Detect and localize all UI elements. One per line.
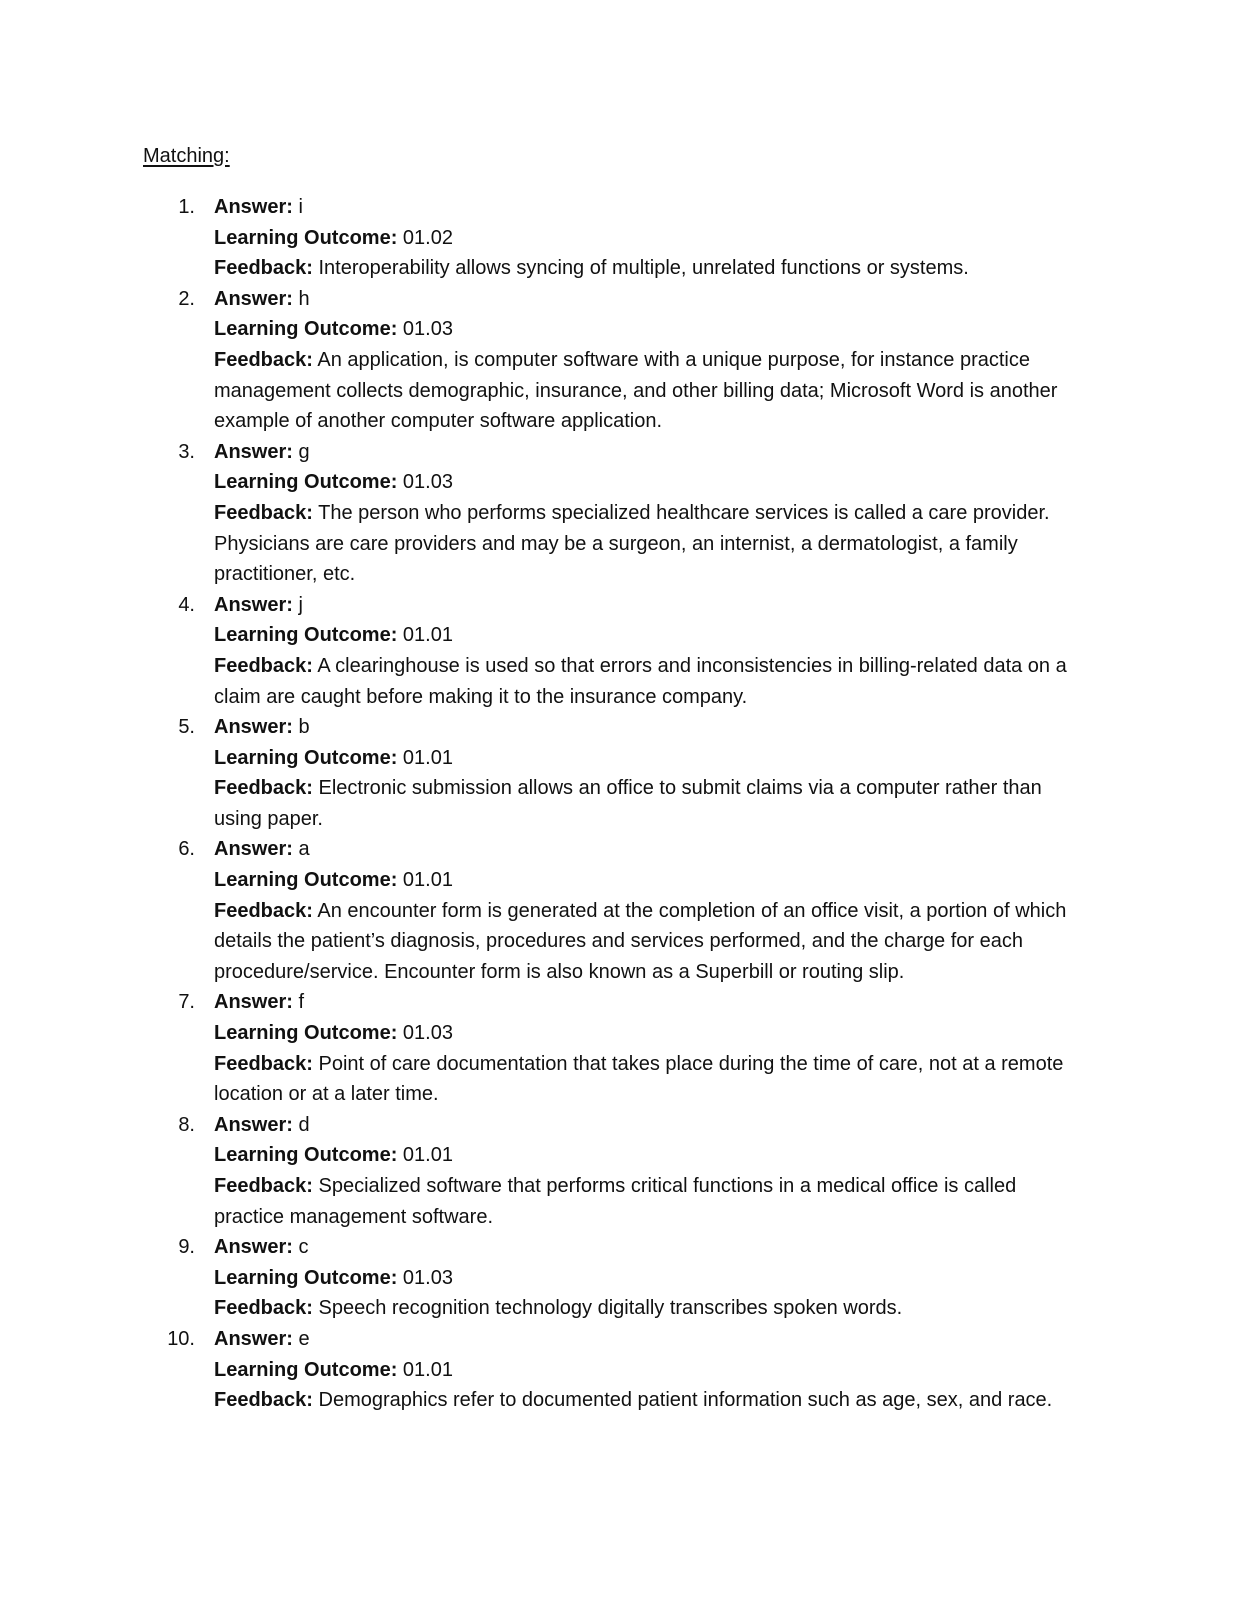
feedback-label: Feedback: (214, 1389, 313, 1412)
answer-line (214, 437, 1076, 468)
learning-outcome-line (214, 1355, 1076, 1386)
item-number: 9. (178, 1236, 195, 1259)
learning-outcome-value: 01.03 (402, 471, 453, 494)
answer-item (0, 834, 1236, 987)
learning-outcome-value: 01.01 (402, 746, 453, 769)
answer-line (214, 192, 1076, 223)
answer-item (0, 712, 1236, 834)
feedback-line (214, 1171, 1076, 1232)
feedback-text: The person who performs specialized healthcare services is called a care provider. Physicians are care providers and may be a surgeon, an internist, a dermatologist, a family practitioner, etc. (214, 501, 1050, 586)
answer-item (0, 284, 1236, 437)
learning-outcome-label: Learning Outcome: (214, 1266, 398, 1289)
answer-value: b (298, 716, 310, 739)
answer-item (0, 590, 1236, 712)
answer-label: Answer: (214, 716, 293, 739)
feedback-line (214, 773, 1076, 834)
answer-label: Answer: (214, 1327, 293, 1350)
learning-outcome-value: 01.03 (402, 1266, 453, 1289)
learning-outcome-value: 01.01 (402, 1144, 453, 1167)
feedback-text: Point of care documentation that takes place during the time of care, not at a remote location or at a later time. (214, 1052, 1064, 1106)
feedback-text: Speech recognition technology digitally transcribes spoken words. (318, 1297, 903, 1320)
answer-list (0, 192, 1236, 1416)
section-title: Matching: (143, 145, 230, 167)
feedback-text: A clearinghouse is used so that errors and inconsistencies in billing-related data on a claim are caught before making it to the insurance company. (214, 654, 1067, 708)
learning-outcome-line (214, 1018, 1076, 1049)
item-number: 2. (178, 287, 195, 310)
item-number: 6. (178, 838, 195, 861)
answer-value: d (298, 1113, 310, 1136)
answer-item (0, 987, 1236, 1109)
feedback-line (214, 1385, 1076, 1416)
feedback-line (214, 651, 1076, 712)
learning-outcome-line (214, 865, 1076, 896)
item-number: 4. (178, 593, 195, 616)
answer-label: Answer: (214, 440, 293, 463)
feedback-text: Specialized software that performs critical functions in a medical office is called practice management software. (214, 1175, 1017, 1228)
learning-outcome-value: 01.03 (402, 318, 453, 341)
answer-line (214, 1232, 1076, 1263)
learning-outcome-label: Learning Outcome: (214, 1144, 398, 1167)
answer-value: f (298, 991, 305, 1014)
answer-value: h (298, 287, 310, 310)
feedback-text: Demographics refer to documented patient information such as age, sex, and race. (318, 1389, 1053, 1412)
feedback-line (214, 1049, 1076, 1110)
feedback-label: Feedback: (214, 1052, 313, 1075)
answer-line (214, 590, 1076, 621)
feedback-label: Feedback: (214, 348, 313, 371)
answer-line (214, 712, 1076, 743)
learning-outcome-value: 01.01 (402, 1358, 453, 1381)
learning-outcome-value: 01.02 (402, 226, 453, 249)
feedback-line (214, 896, 1076, 988)
answer-item (0, 192, 1236, 284)
learning-outcome-label: Learning Outcome: (214, 226, 398, 249)
feedback-label: Feedback: (214, 257, 313, 280)
answer-label: Answer: (214, 196, 293, 218)
feedback-label: Feedback: (214, 501, 313, 524)
answer-value: a (298, 838, 310, 861)
answer-item (0, 1110, 1236, 1232)
learning-outcome-line (214, 743, 1076, 774)
answer-item (0, 1324, 1236, 1416)
feedback-label: Feedback: (214, 1297, 313, 1320)
answer-item (0, 1232, 1236, 1324)
learning-outcome-value: 01.01 (402, 624, 453, 647)
item-number: 5. (178, 716, 195, 739)
learning-outcome-value: 01.01 (402, 869, 453, 892)
answer-label: Answer: (214, 1236, 293, 1259)
answer-line (214, 834, 1076, 865)
feedback-label: Feedback: (214, 777, 313, 800)
answer-label: Answer: (214, 287, 293, 310)
feedback-text: An application, is computer software with a unique purpose, for instance practice management collects demographic, insurance, and other billing data; Microsoft Word is another example of another computer software application. (214, 348, 1058, 433)
item-number: 1. (178, 196, 195, 218)
feedback-label: Feedback: (214, 899, 313, 922)
feedback-text: Interoperability allows syncing of multiple, unrelated functions or systems. (318, 257, 969, 280)
feedback-line (214, 498, 1076, 590)
feedback-label: Feedback: (214, 654, 313, 677)
answer-label: Answer: (214, 991, 293, 1014)
answer-label: Answer: (214, 593, 293, 616)
learning-outcome-line (214, 314, 1076, 345)
answer-value: j (298, 593, 303, 616)
feedback-line (214, 345, 1076, 437)
feedback-text: An encounter form is generated at the completion of an office visit, a portion of which details the patient’s diagnosis, procedures and services performed, and the charge for each procedure/service. Encounter form is also known as a Superbill or routing slip. (214, 899, 1067, 983)
item-number: 7. (178, 991, 195, 1014)
answer-line (214, 284, 1076, 315)
answer-value: g (298, 440, 310, 463)
feedback-line (214, 253, 1076, 284)
answer-label: Answer: (214, 838, 293, 861)
feedback-line (214, 1293, 1076, 1324)
learning-outcome-line (214, 1263, 1076, 1294)
feedback-text: Electronic submission allows an office to submit claims via a computer rather than using paper. (214, 777, 1042, 830)
learning-outcome-label: Learning Outcome: (214, 318, 398, 341)
answer-value: c (298, 1236, 309, 1259)
learning-outcome-line (214, 223, 1076, 254)
item-number: 3. (178, 440, 195, 463)
answer-value: e (298, 1327, 310, 1350)
answer-line (214, 1324, 1076, 1355)
learning-outcome-line (214, 467, 1076, 498)
item-number: 8. (178, 1113, 195, 1136)
learning-outcome-value: 01.03 (402, 1022, 453, 1045)
answer-item (0, 437, 1236, 590)
learning-outcome-label: Learning Outcome: (214, 1358, 398, 1381)
answer-line (214, 987, 1076, 1018)
learning-outcome-line (214, 1140, 1076, 1171)
learning-outcome-line (214, 620, 1076, 651)
learning-outcome-label: Learning Outcome: (214, 869, 398, 892)
learning-outcome-label: Learning Outcome: (214, 471, 398, 494)
learning-outcome-label: Learning Outcome: (214, 746, 398, 769)
learning-outcome-label: Learning Outcome: (214, 624, 398, 647)
item-number: 10. (167, 1327, 195, 1350)
learning-outcome-label: Learning Outcome: (214, 1022, 398, 1045)
answer-line (214, 1110, 1076, 1141)
answer-label: Answer: (214, 1113, 293, 1136)
answer-value: i (298, 196, 303, 218)
feedback-label: Feedback: (214, 1175, 313, 1197)
